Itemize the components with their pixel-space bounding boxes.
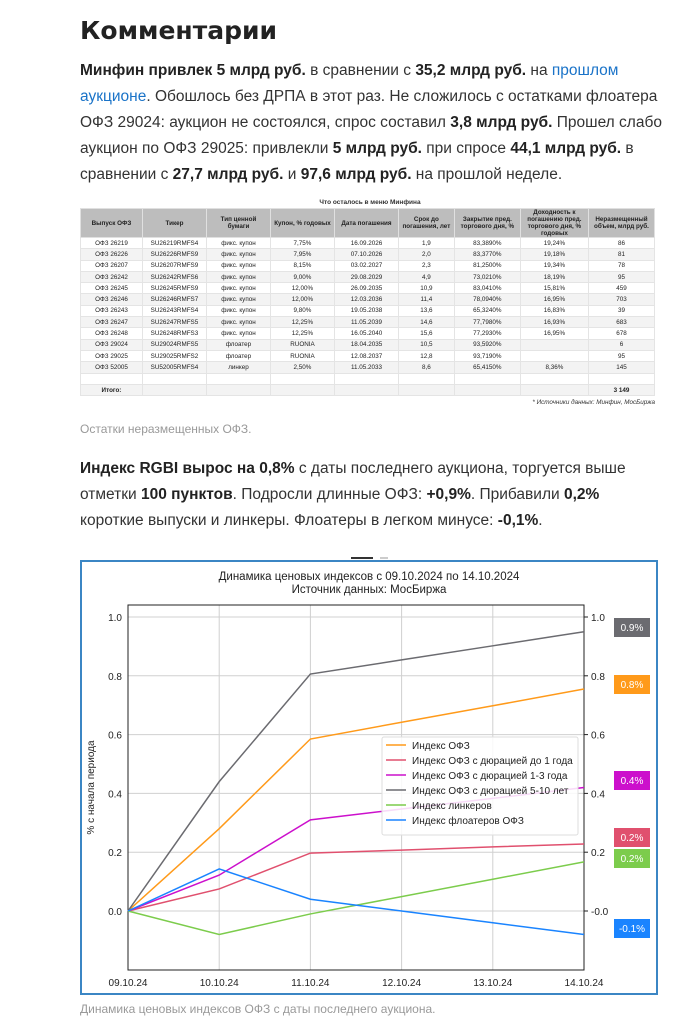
legend-entry: Индекс ОФЗ с дюрацией до 1 года (412, 756, 573, 767)
table-cell (334, 384, 398, 395)
table-cell: SU26246RMFS7 (142, 294, 206, 305)
table-cell: фикс. купон (206, 260, 270, 271)
table-cell: 65,3240% (454, 305, 520, 316)
table-cell: фикс. купон (206, 238, 270, 249)
table-cell: 83,3770% (454, 249, 520, 260)
ofz-table (80, 208, 655, 396)
legend-entry: Индекс ОФЗ с дюрацией 1-3 года (412, 771, 568, 782)
table-cell: 8,36% (520, 362, 588, 373)
end-value-label: 0.9% (620, 623, 644, 634)
end-value-label: 0.8% (620, 680, 644, 691)
table-row (81, 305, 655, 316)
y-tick-label-right: 1.0 (591, 613, 605, 624)
table-cell: 78 (588, 260, 654, 271)
table-cell: SU26247RMFS5 (142, 317, 206, 328)
table-cell: 95 (588, 271, 654, 282)
table-cell: 9,80% (270, 305, 334, 316)
column-header: Закрытие пред. торгового дня, % (454, 209, 520, 238)
table-row (81, 350, 655, 361)
table-cell: 9,00% (270, 271, 334, 282)
total-value: 3 149 (588, 384, 654, 395)
table-cell: ОФЗ 26207 (81, 260, 143, 271)
table-cell: RUONIA (270, 339, 334, 350)
table-cell: ОФЗ 26248 (81, 328, 143, 339)
table-cell: 73,0210% (454, 271, 520, 282)
text: на (526, 62, 552, 79)
text-bold: -0,1% (497, 512, 539, 529)
table-cell: 703 (588, 294, 654, 305)
column-header: Доходность к погашению пред. торгового дня, % годовых (520, 209, 588, 238)
table-cell: 03.02.2027 (334, 260, 398, 271)
x-tick-label: 14.10.24 (564, 978, 604, 989)
table-cell: 459 (588, 283, 654, 294)
table-cell: 81 (588, 249, 654, 260)
table-cell: 19,24% (520, 238, 588, 249)
end-value-label: 0.4% (620, 776, 644, 787)
table-row (81, 260, 655, 271)
table-cell: ОФЗ 26242 (81, 271, 143, 282)
x-tick-label: 09.10.24 (108, 978, 148, 989)
y-tick-label-left: 1.0 (108, 613, 122, 624)
table-cell: 12.03.2036 (334, 294, 398, 305)
text-bold: +0,9% (426, 486, 471, 503)
table-cell: SU26248RMFS3 (142, 328, 206, 339)
table-cell: 6 (588, 339, 654, 350)
table-row (81, 339, 655, 350)
text-bold: 3,8 млрд руб. (450, 114, 553, 131)
text: . Обошлось без ДРПА в этот раз. Не сложилось с остатками флоатера ОФЗ 29024: аукцион не состоялся, спрос составил (80, 88, 658, 131)
table-row (81, 294, 655, 305)
table-cell (81, 373, 143, 384)
text-bold: 27,7 млрд руб. (172, 166, 284, 183)
table-cell (520, 350, 588, 361)
chart-caption: Динамика ценовых индексов ОФЗ с даты последнего аукциона. (80, 1002, 436, 1016)
table-cell: 14,6 (398, 317, 454, 328)
column-header: Тип ценной бумаги (206, 209, 270, 238)
table-cell: 16,83% (520, 305, 588, 316)
table-cell: 145 (588, 362, 654, 373)
series-line (128, 844, 584, 911)
column-header: Срок до погашения, лет (398, 209, 454, 238)
table-cell: фикс. купон (206, 317, 270, 328)
chart-subtitle: Источник данных: МосБиржа (291, 584, 447, 596)
table-cell: 95 (588, 350, 654, 361)
table-cell: 83,3890% (454, 238, 520, 249)
table-cell: линкер (206, 362, 270, 373)
table-cell: 16,95% (520, 294, 588, 305)
text-bold: 35,2 млрд руб. (415, 62, 527, 79)
table-cell (520, 373, 588, 384)
text: и (283, 166, 301, 183)
table-row (81, 317, 655, 328)
chart-title: Динамика ценовых индексов с 09.10.2024 по 14.10.2024 (218, 571, 520, 583)
table-row (81, 328, 655, 339)
text: Прошел слабо аукцион по ОФЗ 29025: привлекли (80, 114, 662, 157)
table-cell (206, 373, 270, 384)
table-cell: 11.05.2039 (334, 317, 398, 328)
table-cell: фикс. купон (206, 271, 270, 282)
table-cell: 4,9 (398, 271, 454, 282)
table-cell (454, 373, 520, 384)
table-row (81, 238, 655, 249)
table-cell (270, 373, 334, 384)
table-row-empty (81, 373, 655, 384)
table-cell: 16,95% (520, 328, 588, 339)
table-cell: ОФЗ 26243 (81, 305, 143, 316)
table-cell: ОФЗ 26247 (81, 317, 143, 328)
table-cell: ОФЗ 26245 (81, 283, 143, 294)
table-cell: 19,18% (520, 249, 588, 260)
table-cell: 18.04.2035 (334, 339, 398, 350)
y-tick-label-left: 0.0 (108, 907, 122, 918)
text: в сравнении с (305, 62, 416, 79)
table-cell: RUONIA (270, 350, 334, 361)
table-cell (206, 384, 270, 395)
table-cell: 10,5 (398, 339, 454, 350)
text: при спросе (421, 140, 511, 157)
text: . Подросли длинные ОФЗ: (232, 486, 427, 503)
y-tick-label-right: 0.6 (591, 730, 605, 742)
table-cell: SU26245RMFS9 (142, 283, 206, 294)
table-cell: 12,00% (270, 294, 334, 305)
table-cell: флоатер (206, 339, 270, 350)
y-tick-label-right: -0.0 (591, 907, 609, 918)
column-header: Тикер (142, 209, 206, 238)
end-value-label: -0.1% (618, 924, 646, 935)
table-cell: SU26243RMFS4 (142, 305, 206, 316)
table-cell: 11,4 (398, 294, 454, 305)
text-bold: Минфин привлек 5 млрд руб. (80, 62, 306, 79)
table-cell: SU29025RMFS2 (142, 350, 206, 361)
table-cell: фикс. купон (206, 283, 270, 294)
text: в сравнении с (80, 140, 634, 183)
table-cell: 12,25% (270, 328, 334, 339)
table-cell: фикс. купон (206, 249, 270, 260)
table-cell (398, 373, 454, 384)
table-row (81, 283, 655, 294)
table-cell: SU26242RMFS6 (142, 271, 206, 282)
text-bold: 44,1 млрд руб. (510, 140, 622, 157)
table-cell: 39 (588, 305, 654, 316)
table-cell: 19.05.2038 (334, 305, 398, 316)
table-cell: 8,15% (270, 260, 334, 271)
table-cell (520, 384, 588, 395)
table-cell: 93,7190% (454, 350, 520, 361)
table-cell: 678 (588, 328, 654, 339)
table-cell: фикс. купон (206, 294, 270, 305)
table-cell: SU26226RMFS9 (142, 249, 206, 260)
table-row (81, 362, 655, 373)
table-cell: 77,2930% (454, 328, 520, 339)
table-cell: ОФЗ 29025 (81, 350, 143, 361)
table-cell: ОФЗ 26219 (81, 238, 143, 249)
y-tick-label-right: 0.8 (591, 671, 605, 683)
table-row (81, 249, 655, 260)
table-cell: ОФЗ 29024 (81, 339, 143, 350)
table-cell: SU52005RMFS4 (142, 362, 206, 373)
total-label: Итого: (81, 384, 143, 395)
table-cell (142, 384, 206, 395)
table-source: * Источники данных: Минфин, МосБиржа (532, 399, 655, 407)
text: . (538, 512, 543, 529)
table-cell (334, 373, 398, 384)
chart-svg (82, 562, 656, 993)
text-bold: Индекс RGBI вырос на (80, 460, 260, 477)
table-cell (520, 339, 588, 350)
table-cell: фикс. купон (206, 305, 270, 316)
column-header: Выпуск ОФЗ (81, 209, 143, 238)
table-cell: SU29024RMFS5 (142, 339, 206, 350)
table-cell: 78,0940% (454, 294, 520, 305)
table-cell (142, 373, 206, 384)
table-cell: 7,75% (270, 238, 334, 249)
table-cell: 19,34% (520, 260, 588, 271)
table-cell: 12,00% (270, 283, 334, 294)
end-value-label: 0.2% (620, 833, 644, 844)
y-tick-label-left: 0.8 (108, 671, 122, 683)
table-cell: 2,3 (398, 260, 454, 271)
table-cell: 13,6 (398, 305, 454, 316)
text-bold: 0,2% (563, 486, 600, 503)
table-title: Что осталось в меню Минфина (319, 199, 421, 206)
table-cell: 1,9 (398, 238, 454, 249)
table-cell: 683 (588, 317, 654, 328)
series-line (128, 869, 584, 935)
text-bold: 100 пунктов (141, 486, 233, 503)
text-bold: 97,6 млрд руб. (300, 166, 412, 183)
price-index-chart (80, 560, 658, 995)
table-cell: 12,25% (270, 317, 334, 328)
y-tick-label-left: 0.6 (108, 730, 122, 742)
series-line (128, 862, 584, 935)
carousel-dot[interactable] (380, 557, 388, 559)
legend-entry: Индекс ОФЗ (412, 741, 470, 752)
y-tick-label-left: 0.4 (108, 789, 122, 801)
table-cell: 12,8 (398, 350, 454, 361)
column-header: Дата погашения (334, 209, 398, 238)
previous-auction-link[interactable]: прошлом аукционе (80, 62, 619, 105)
table-cell: ОФЗ 26246 (81, 294, 143, 305)
x-tick-label: 10.10.24 (199, 978, 239, 989)
table-cell: 8,6 (398, 362, 454, 373)
rgbi-commentary (80, 456, 665, 534)
table-cell: 86 (588, 238, 654, 249)
legend-entry: Индекс линкеров (412, 801, 492, 812)
text: . Прибавили (470, 486, 564, 503)
table-cell: 10,9 (398, 283, 454, 294)
x-tick-label: 13.10.24 (473, 978, 513, 989)
table-cell: флоатер (206, 350, 270, 361)
table-cell: ОФЗ 52005 (81, 362, 143, 373)
end-value-label: 0.2% (620, 854, 644, 865)
legend-entry: Индекс ОФЗ с дюрацией 5-10 лет (412, 786, 569, 797)
table-cell: 83,0410% (454, 283, 520, 294)
text: короткие выпуски и линкеры. Флоатеры в легком минусе: (80, 512, 498, 529)
x-tick-label: 12.10.24 (382, 978, 422, 989)
table-cell: 2,50% (270, 362, 334, 373)
column-header: Купон, % годовых (270, 209, 334, 238)
auction-commentary (80, 58, 665, 188)
text-bold: 5 млрд руб. (332, 140, 422, 157)
table-cell: 15,6 (398, 328, 454, 339)
table-cell: 12.08.2037 (334, 350, 398, 361)
table-cell: ОФЗ 26226 (81, 249, 143, 260)
table-cell: 81,2500% (454, 260, 520, 271)
table-cell: 16.05.2040 (334, 328, 398, 339)
y-axis-label: % с начала периода (86, 740, 97, 835)
x-tick-label: 11.10.24 (291, 978, 330, 989)
text: с даты последнего аукциона, торгуется выше отметки (80, 460, 626, 503)
table-cell: 11.05.2033 (334, 362, 398, 373)
table-caption: Остатки неразмещенных ОФЗ. (80, 422, 252, 436)
table-row (81, 271, 655, 282)
table-cell: 7,95% (270, 249, 334, 260)
y-tick-label-right: 0.4 (591, 789, 605, 801)
table-cell: 18,19% (520, 271, 588, 282)
ofz-remaining-table-image (80, 198, 660, 414)
carousel-dot-active[interactable] (351, 557, 373, 559)
page-title: Комментарии (80, 16, 277, 45)
legend-entry: Индекс флоатеров ОФЗ (412, 816, 524, 827)
table-cell: 07.10.2026 (334, 249, 398, 260)
table-cell (270, 384, 334, 395)
table-cell: 2,0 (398, 249, 454, 260)
text-bold: 0,8% (259, 460, 295, 477)
y-tick-label-right: 0.2 (591, 848, 605, 860)
table-cell: 15,81% (520, 283, 588, 294)
table-cell: SU26207RMFS9 (142, 260, 206, 271)
y-tick-label-left: 0.2 (108, 848, 122, 860)
table-cell: фикс. купон (206, 328, 270, 339)
table-cell: 16.09.2026 (334, 238, 398, 249)
table-cell: 77,7980% (454, 317, 520, 328)
table-cell: 29.08.2029 (334, 271, 398, 282)
table-cell (454, 384, 520, 395)
table-cell: 26.09.2035 (334, 283, 398, 294)
table-cell: 16,93% (520, 317, 588, 328)
text: на прошлой неделе. (411, 166, 563, 183)
table-cell (588, 373, 654, 384)
table-cell: 65,4150% (454, 362, 520, 373)
table-cell: 93,5920% (454, 339, 520, 350)
table-cell: SU26219RMFS4 (142, 238, 206, 249)
table-total-row (81, 384, 655, 395)
column-header: Неразмещенный объем, млрд руб. (588, 209, 654, 238)
table-cell (398, 384, 454, 395)
